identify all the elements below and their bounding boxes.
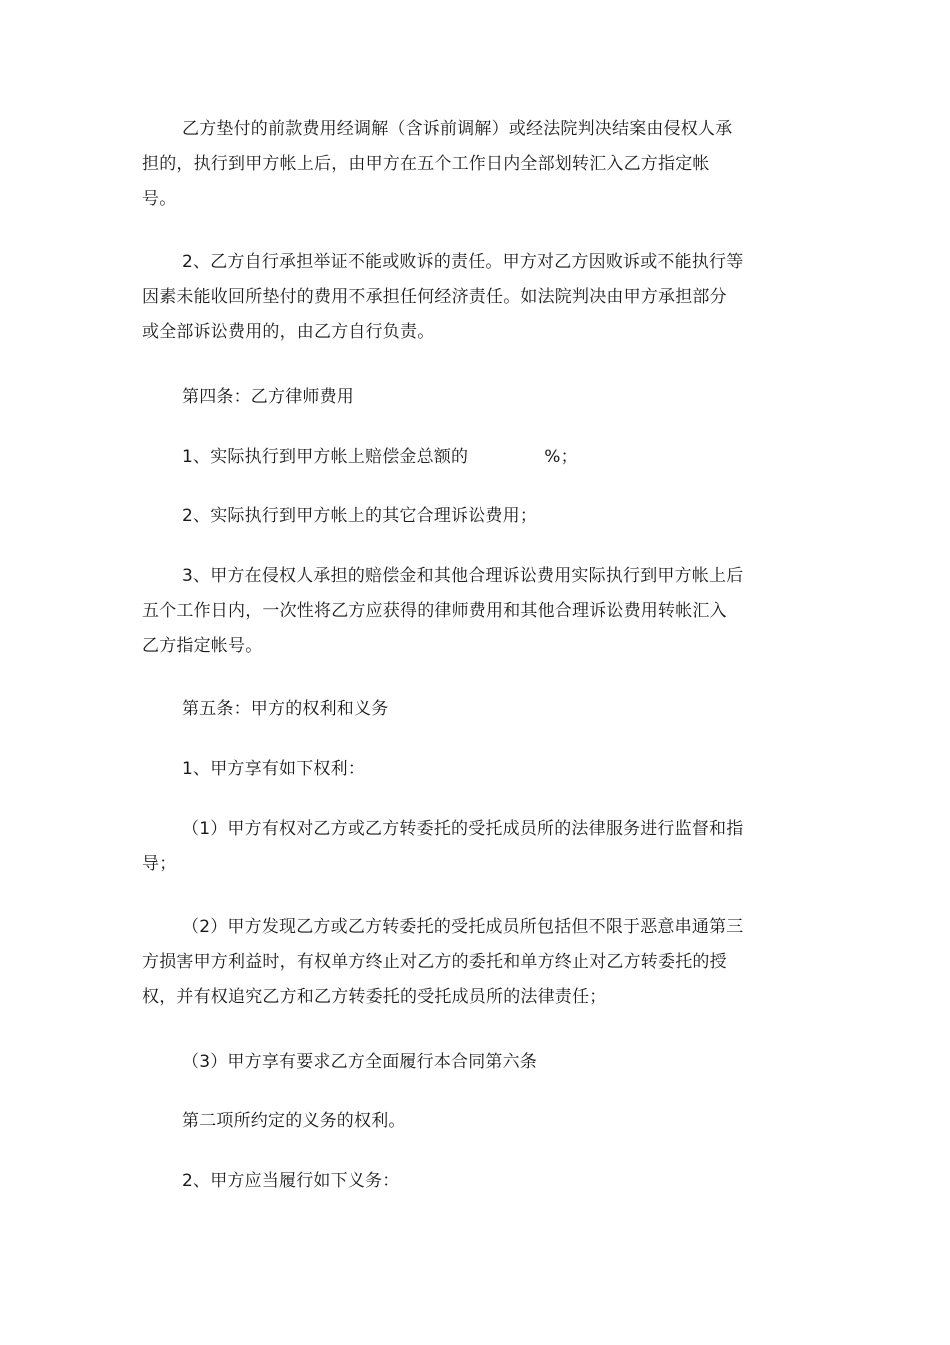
text-line: 担的，执行到甲方帐上后，由甲方在五个工作日内全部划转汇入乙方指定帐 (142, 154, 710, 174)
heading-article-5 (142, 692, 772, 727)
paragraph-article-4-item-3 (142, 559, 772, 664)
paragraph-article-4-item-2 (142, 499, 772, 534)
text-line: 权，并有权追究乙方和乙方转委托的受托成员所的法律责任； (142, 987, 607, 1007)
line-suffix: %； (544, 447, 578, 467)
text-line: （2）甲方发现乙方或乙方转委托的受托成员所包括但不限于恶意串通第三 (182, 917, 744, 937)
paragraph-right-3 (142, 1045, 772, 1080)
text-line: 号。 (142, 189, 177, 209)
text-line: 1、甲方享有如下权利： (182, 759, 366, 779)
text-line: 2、实际执行到甲方帐上的其它合理诉讼费用； (182, 506, 538, 526)
text-line: 方损害甲方利益时，有权单方终止对乙方的委托和单方终止对乙方转委托的授 (142, 952, 727, 972)
paragraph-article-5-item-1 (142, 752, 772, 787)
text-line (142, 440, 772, 475)
text-line: 乙方垫付的前款费用经调解（含诉前调解）或经法院判决结案由侵权人承 (182, 119, 733, 139)
paragraph-right-1 (142, 812, 772, 882)
paragraph-right-3-continued (142, 1104, 772, 1139)
text-line: 五个工作日内，一次性将乙方应获得的律师费用和其他合理诉讼费用转帐汇入 (142, 601, 727, 621)
paragraph-item-2-liability (142, 245, 772, 350)
text-line: （3）甲方享有要求乙方全面履行本合同第六条 (182, 1052, 538, 1072)
line-prefix: 1、实际执行到甲方帐上赔偿金总额的 (182, 447, 469, 467)
text-line: 3、甲方在侵权人承担的赔偿金和其他合理诉讼费用实际执行到甲方帐上后 (182, 566, 744, 586)
text-line: 第二项所约定的义务的权利。 (182, 1111, 406, 1131)
text-line: 第五条：甲方的权利和义务 (182, 699, 389, 719)
text-line: （1）甲方有权对乙方或乙方转委托的受托成员所的法律服务进行监督和指 (182, 819, 744, 839)
text-line: 第四条：乙方律师费用 (182, 387, 354, 407)
paragraph-advance-fee-settlement (142, 112, 772, 217)
text-line: 乙方指定帐号。 (142, 636, 263, 656)
text-line: 因素未能收回所垫付的费用不承担任何经济责任。如法院判决由甲方承担部分 (142, 287, 727, 307)
text-line: 导； (142, 854, 177, 874)
text-line: 2、甲方应当履行如下义务： (182, 1171, 400, 1191)
paragraph-article-4-item-1 (142, 440, 772, 475)
heading-article-4 (142, 380, 772, 415)
text-line: 2、乙方自行承担举证不能或败诉的责任。甲方对乙方因败诉或不能执行等 (182, 252, 744, 272)
text-line: 或全部诉讼费用的，由乙方自行负责。 (142, 322, 435, 342)
paragraph-right-2 (142, 910, 772, 1015)
paragraph-article-5-item-2 (142, 1164, 772, 1199)
